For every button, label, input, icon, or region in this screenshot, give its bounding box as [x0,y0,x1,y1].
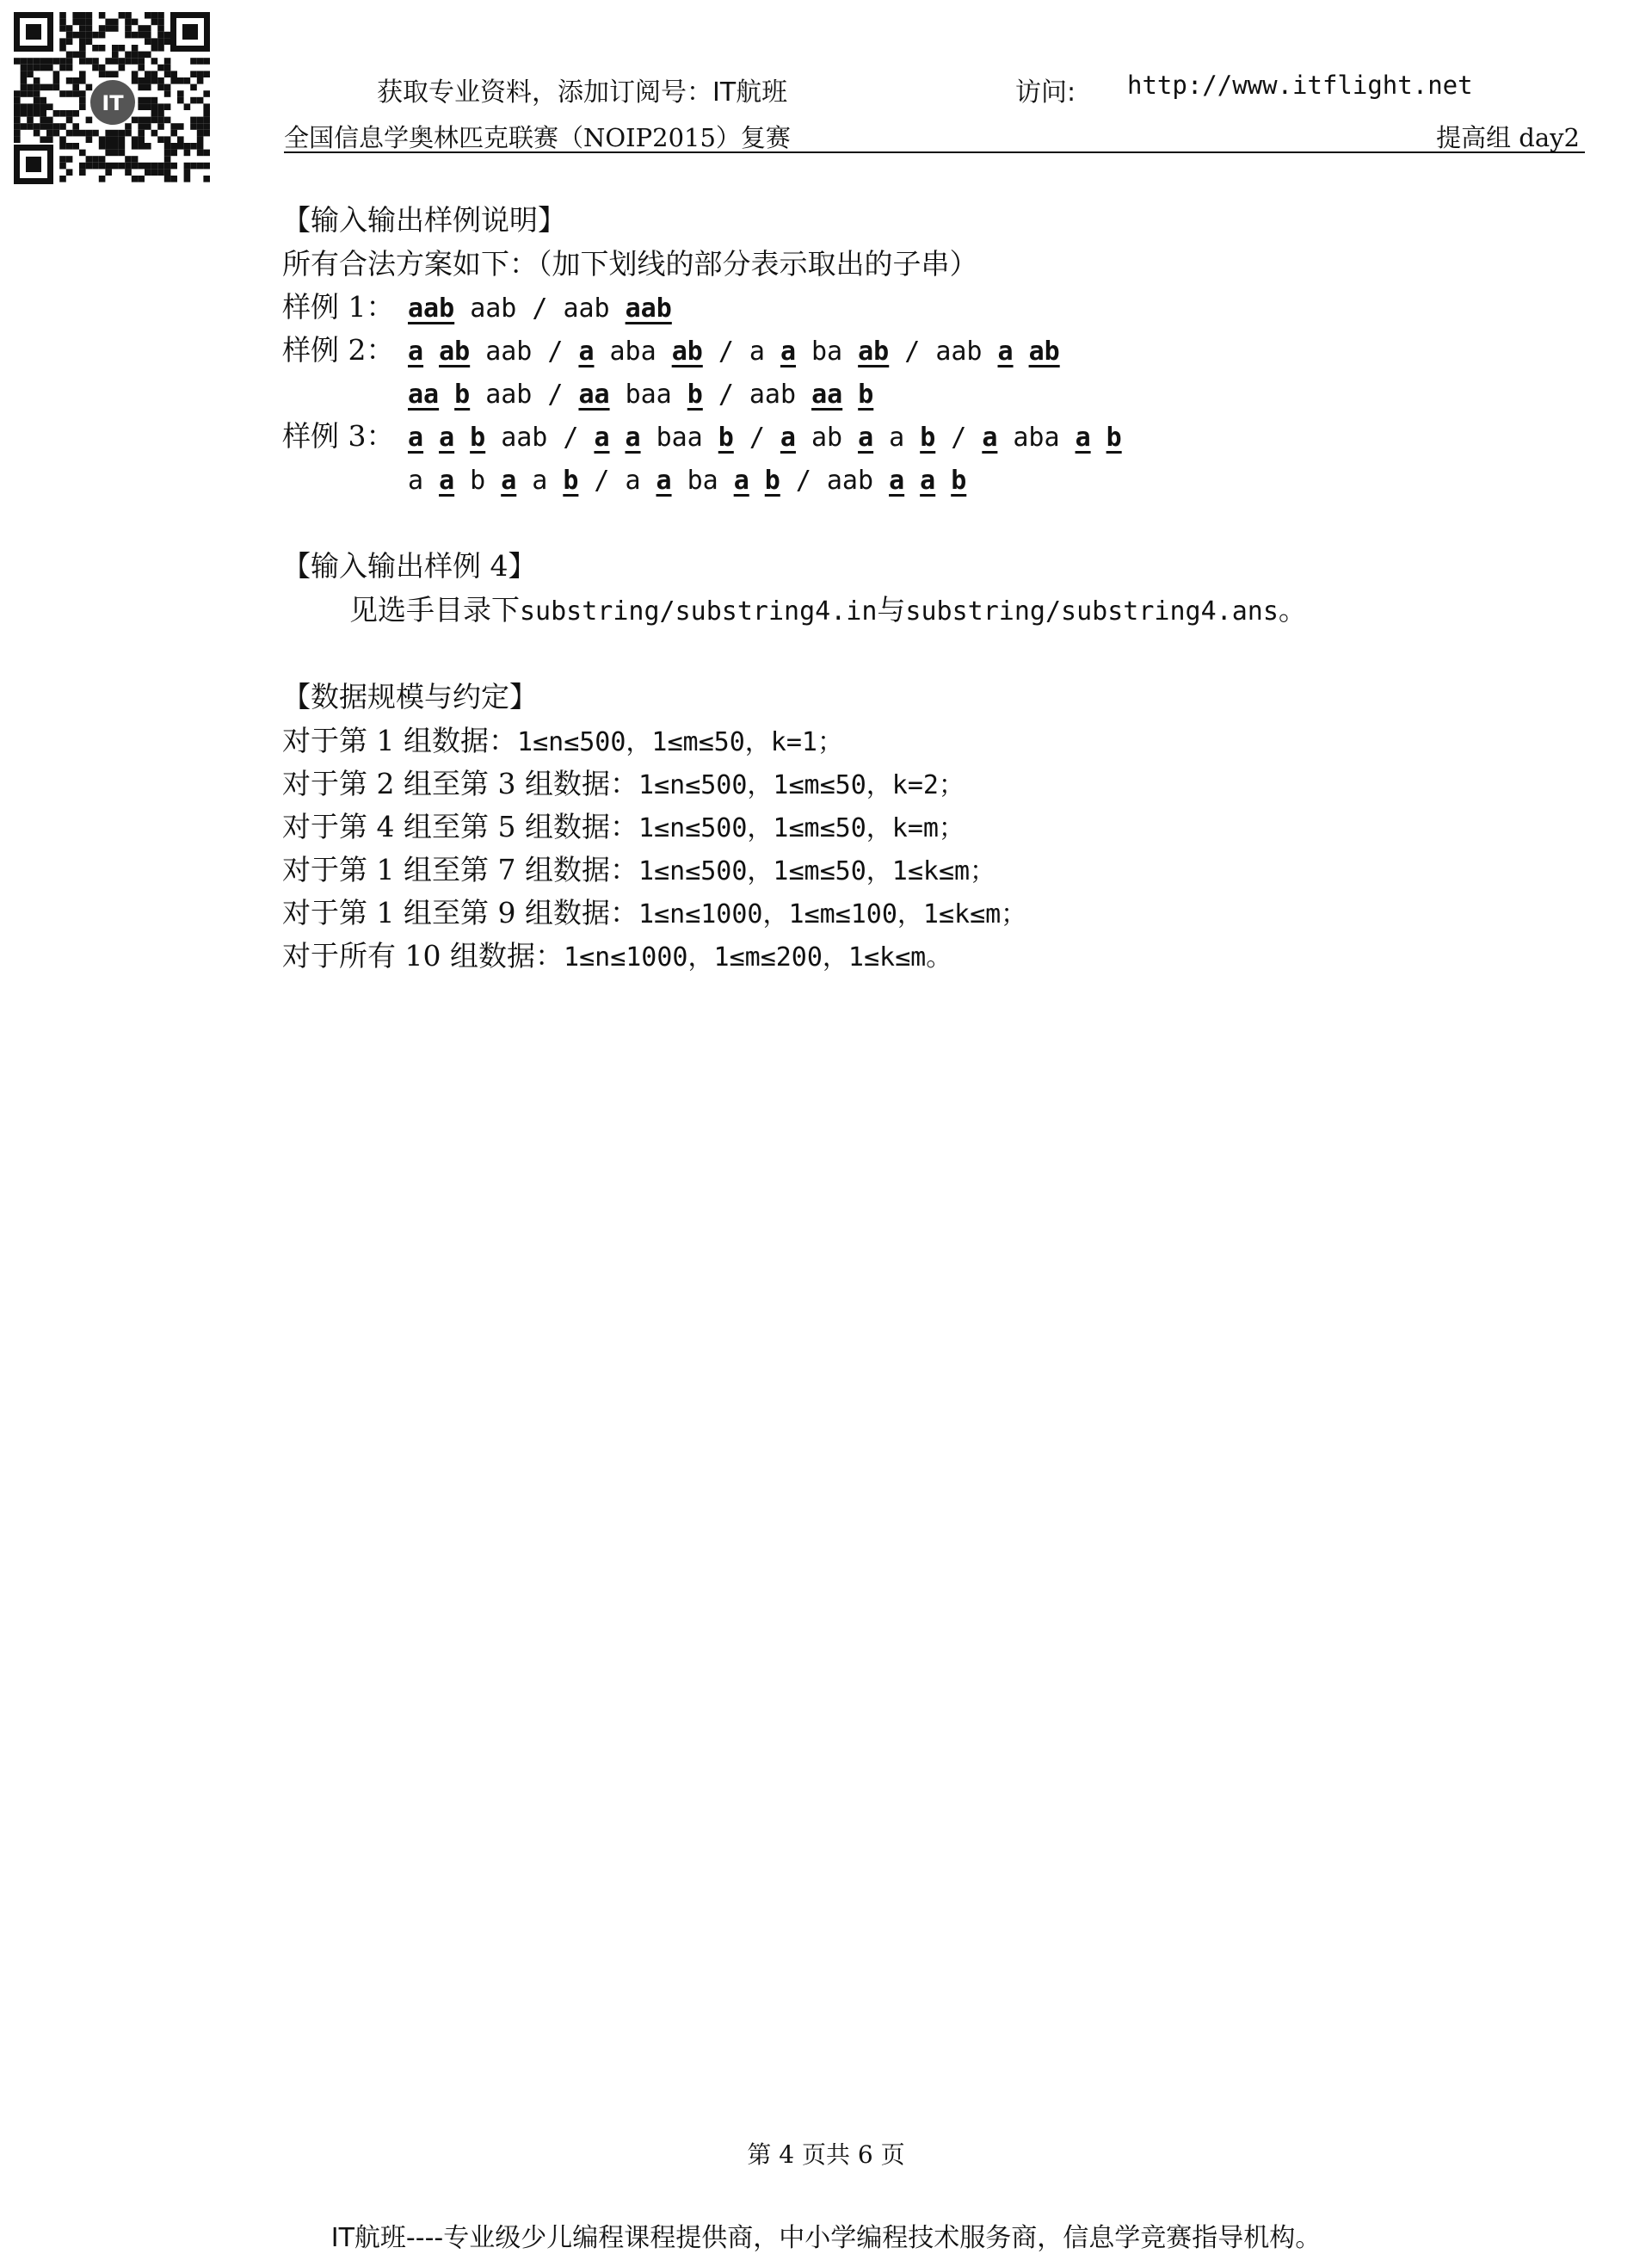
separator: / [532,293,548,324]
document-body [282,198,1624,978]
sample4-mid: 与 [877,593,906,627]
selected-substring: b [470,423,486,453]
separator: / [951,423,967,453]
constraint-bounds: 1≤n≤1000，1≤m≤100，1≤k≤m； [638,899,1027,929]
footer-banner: IT航班----专业级少儿编程课程提供商，中小学编程技术服务商，信息学竞赛指导机构。 [330,2223,1322,2253]
substring-token: aab [485,337,533,367]
constraint-line [282,892,1624,935]
selected-substring: a [889,466,905,496]
selected-substring: a [1075,423,1091,453]
selected-substring: a [780,423,796,453]
section-title-constraints: 【数据规模与约定】 [282,680,538,713]
section-title-sample-explain: 【输入输出样例说明】 [282,203,566,237]
separator: / [547,337,564,367]
selected-substring: a [408,423,424,453]
constraint-bounds: 1≤n≤500，1≤m≤50，k=2； [638,770,965,800]
selected-substring: a [594,423,610,453]
constraint-line [282,849,1624,892]
constraint-scope: 对于第 1 组至第 7 组数据： [282,853,638,886]
substring-token: aba [609,337,656,367]
substring-token: baa [656,423,703,453]
constraint-line [282,763,1624,806]
substring-token: b [470,466,486,496]
selected-substring: b [563,466,579,496]
selected-substring: a [733,466,749,496]
selected-substring: aa [408,380,440,410]
constraint-bounds: 1≤n≤1000，1≤m≤200，1≤k≤m。 [563,942,952,973]
sample4-suffix: 。 [1278,593,1307,627]
selected-substring: a [408,337,424,367]
constraint-line [282,719,1624,763]
sample-row [282,372,1624,415]
substring-token: a [749,337,765,367]
substring-token: a [625,466,641,496]
selected-substring: a [439,423,455,453]
promo-visit-label: 访问: [1015,77,1076,108]
substring-token: ba [811,337,843,367]
substring-token: aab [935,337,983,367]
sample-row [282,415,1624,458]
constraint-line [282,806,1624,849]
substring-token: aab [749,380,797,410]
substring-token: a [889,423,905,453]
selected-substring: b [764,466,780,496]
selected-substring: b [454,380,471,410]
constraint-line [282,935,1624,978]
constraint-scope: 对于第 4 组至第 5 组数据： [282,810,638,843]
substring-token: a [408,466,424,496]
substring-token: aba [1013,423,1060,453]
separator: / [594,466,610,496]
selected-substring: a [780,337,796,367]
selected-substring: b [951,466,967,496]
promo-subscribe-text: 获取专业资料，添加订阅号：IT航班 [377,77,788,108]
selected-substring: a [625,423,641,453]
constraint-scope: 对于所有 10 组数据： [282,939,564,973]
sample-explain-intro: 所有合法方案如下：（加下划线的部分表示取出的子串） [282,247,978,281]
constraint-bounds: 1≤n≤500，1≤m≤50，k=m； [638,813,965,843]
separator: / [718,337,734,367]
separator: / [795,466,811,496]
header-group-day: 提高组 day2 [1436,123,1580,152]
selected-substring: ab [858,337,890,367]
substring-token: ba [687,466,718,496]
sample4-file-ans: substring/substring4.ans [905,596,1279,627]
sample-label: 样例 1： [282,290,395,324]
selected-substring: a [858,423,874,453]
selected-substring: a [920,466,936,496]
separator: / [718,380,734,410]
constraint-bounds: 1≤n≤500，1≤m≤50，1≤k≤m； [638,856,996,886]
separator: / [563,423,579,453]
sample4-file-in: substring/substring4.in [520,596,878,627]
samples-list [282,286,1624,501]
selected-substring: a [578,337,595,367]
substring-token: aab [563,293,610,324]
selected-substring: a [997,337,1014,367]
sample-row [282,286,1624,329]
page-number: 第 4 页共 6 页 [747,2140,905,2169]
sample-label: 样例 3： [282,419,395,453]
section-title-sample4: 【输入输出样例 4】 [282,549,537,583]
substring-token: aab [470,293,517,324]
constraint-bounds: 1≤n≤500，1≤m≤50，k=1； [516,727,843,757]
sample-label: 样例 2： [282,333,395,367]
selected-substring: ab [671,337,703,367]
sample-row [282,329,1624,372]
page-header [284,119,1585,153]
sample-row [282,458,1624,501]
qr-logo-text: IT [102,91,124,115]
sample4-text [282,589,1624,632]
constraints-list [282,719,1624,978]
selected-substring: a [439,466,455,496]
selected-substring: a [656,466,672,496]
selected-substring: a [501,466,517,496]
substring-token: aab [501,423,548,453]
constraint-scope: 对于第 1 组至第 9 组数据： [282,896,638,929]
selected-substring: b [687,380,703,410]
substring-token: aab [485,380,533,410]
selected-substring: aa [811,380,843,410]
selected-substring: b [858,380,874,410]
selected-substring: a [982,423,998,453]
separator: / [547,380,564,410]
selected-substring: ab [439,337,471,367]
promo-bar [0,71,1652,108]
constraint-scope: 对于第 2 组至第 3 组数据： [282,767,638,800]
substring-token: aab [826,466,874,496]
selected-substring: b [1106,423,1122,453]
header-contest-title: 全国信息学奥林匹克联赛（NOIP2015）复赛 [284,123,791,152]
selected-substring: b [718,423,734,453]
substring-token: baa [625,380,672,410]
substring-token: a [532,466,548,496]
selected-substring: b [920,423,936,453]
substring-token: ab [811,423,843,453]
selected-substring: ab [1028,337,1060,367]
selected-substring: aab [625,293,672,324]
separator: / [904,337,921,367]
selected-substring: aa [578,380,610,410]
selected-substring: aab [408,293,455,324]
constraint-scope: 对于第 1 组数据： [282,724,517,757]
separator: / [749,423,765,453]
sample4-prefix: 见选手目录下 [349,593,520,627]
promo-url-link[interactable]: http://www.itflight.net [1127,71,1473,100]
